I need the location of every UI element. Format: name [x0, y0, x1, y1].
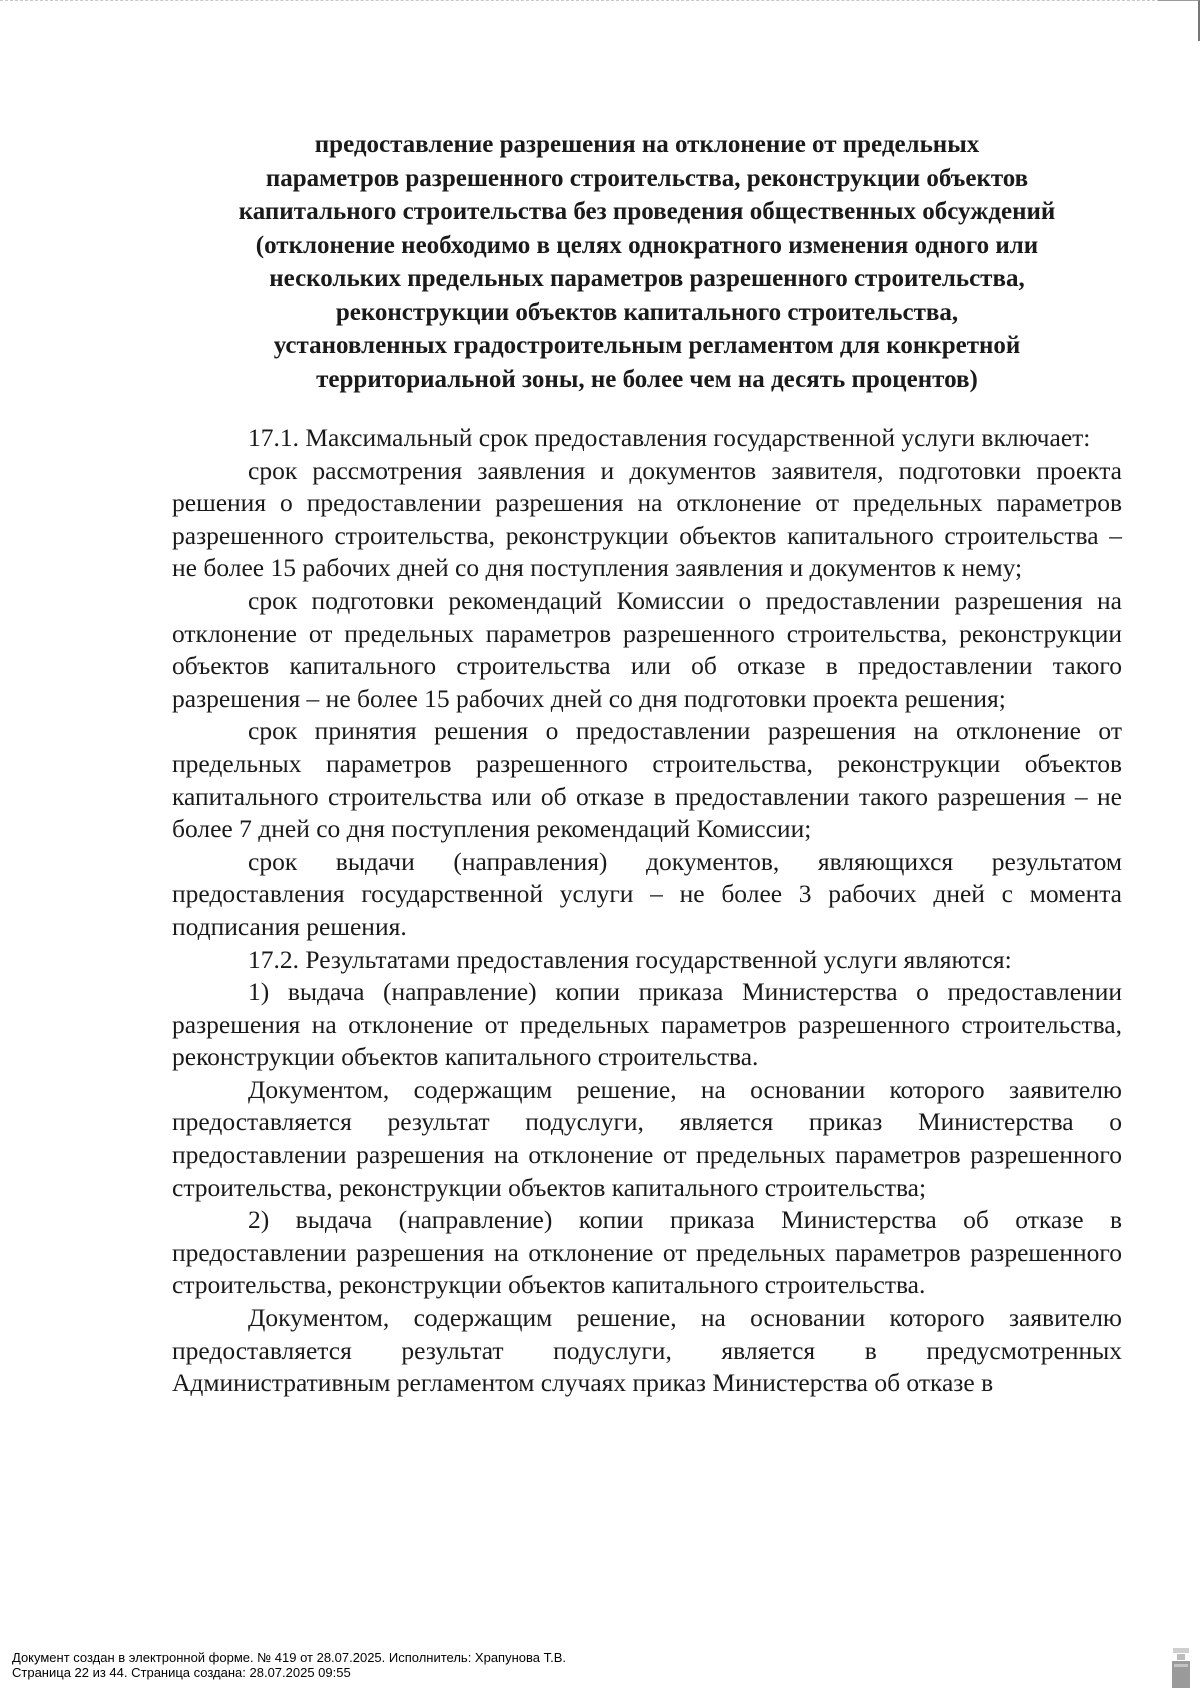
document-page [172, 128, 1122, 1400]
paragraph-decision-term: срок принятия решения о предоставлении разрешения на отклонение от предельных параметров разрешенного строительства, реконструкции объектов капитального строительства или об отказе в предоставлении такого разрешения – не более 7 дней со дня поступления рекомендаций Комиссии; [172, 716, 1122, 844]
footer-created-line: Документ создан в электронной форме. № 419 от 28.07.2025. Исполнитель: Храпунова Т.В. [12, 1650, 567, 1665]
paragraph-17-2: 17.2. Результатами предоставления государственной услуги являются: [248, 944, 1012, 974]
paragraph-issue-term: срок выдачи (направления) документов, являющихся результатом предоставления государственной услуги – не более 3 рабочих дней с момента подписания решения. [172, 846, 1122, 941]
paragraph-17-1: 17.1. Максимальный срок предоставления государственной услуги включает: [248, 423, 1091, 452]
document-stamp-icon [1170, 1646, 1192, 1690]
paragraph-review-term: срок рассмотрения заявления и документов заявителя, подготовки проекта решения о предоставлении разрешения на отклонение от предельных параметров разрешенного строительства, реконструкции объектов капитального строительства – не более 15 рабочих дней со дня поступления заявления и документов к нему; [172, 455, 1122, 583]
heading-line: предоставление разрешения на отклонение от предельных [314, 131, 980, 158]
paragraph-result-1: 1) выдача (направление) копии приказа Министерства о предоставлении разрешения на отклонение от предельных параметров разрешенного строительства, реконструкции объектов капитального строительства. [172, 977, 1122, 1072]
heading-line: параметров разрешенного строительства, реконструкции объектов [265, 164, 1029, 192]
paragraph-result-1-document: Документом, содержащим решение, на основании которого заявителю предоставляется результат подуслуги, является приказ Министерства о предоставлении разрешения на отклонение от предельных параметров разрешенного строительства, реконструкции объектов капитального строительства; [172, 1074, 1122, 1202]
scan-edge-artifact [0, 0, 1200, 9]
section-heading [172, 128, 1122, 396]
document-footer [12, 1650, 566, 1680]
heading-line: реконструкции объектов капитального строительства, [335, 298, 959, 326]
heading-line: нескольких предельных параметров разрешенного строительства, [269, 265, 1025, 292]
body-text [172, 422, 1122, 1400]
heading-line: территориальной зоны, не более чем на десять процентов) [316, 365, 978, 393]
paragraph-result-2-document: Документом, содержащим решение, на основании которого заявителю предоставляется результат подуслуги, является в предусмотренных Административным регламентом случаях приказ Министерства об отказе в [172, 1303, 1122, 1398]
paragraph-result-2: 2) выдача (направление) копии приказа Министерства об отказе в предоставлении разрешения на отклонение от предельных параметров разрешенного строительства, реконструкции объектов капитального строительства. [172, 1205, 1122, 1300]
paragraph-commission-term: срок подготовки рекомендаций Комиссии о предоставлении разрешения на отклонение от предельных параметров разрешенного строительства, реконструкции объектов капитального строительства или об отказе в предоставлении такого разрешения – не более 15 рабочих дней со дня подготовки проекта решения; [172, 585, 1122, 713]
heading-line: капитального строительства без проведения общественных обсуждений [238, 198, 1056, 225]
heading-line: установленных градостроительным регламентом для конкретной [273, 332, 1021, 359]
heading-line: (отклонение необходимо в целях однократного изменения одного или [255, 231, 1039, 259]
scan-corner-artifact [1158, 0, 1200, 41]
footer-page-line: Страница 22 из 44. Страница создана: 28.07.2025 09:55 [12, 1665, 351, 1680]
